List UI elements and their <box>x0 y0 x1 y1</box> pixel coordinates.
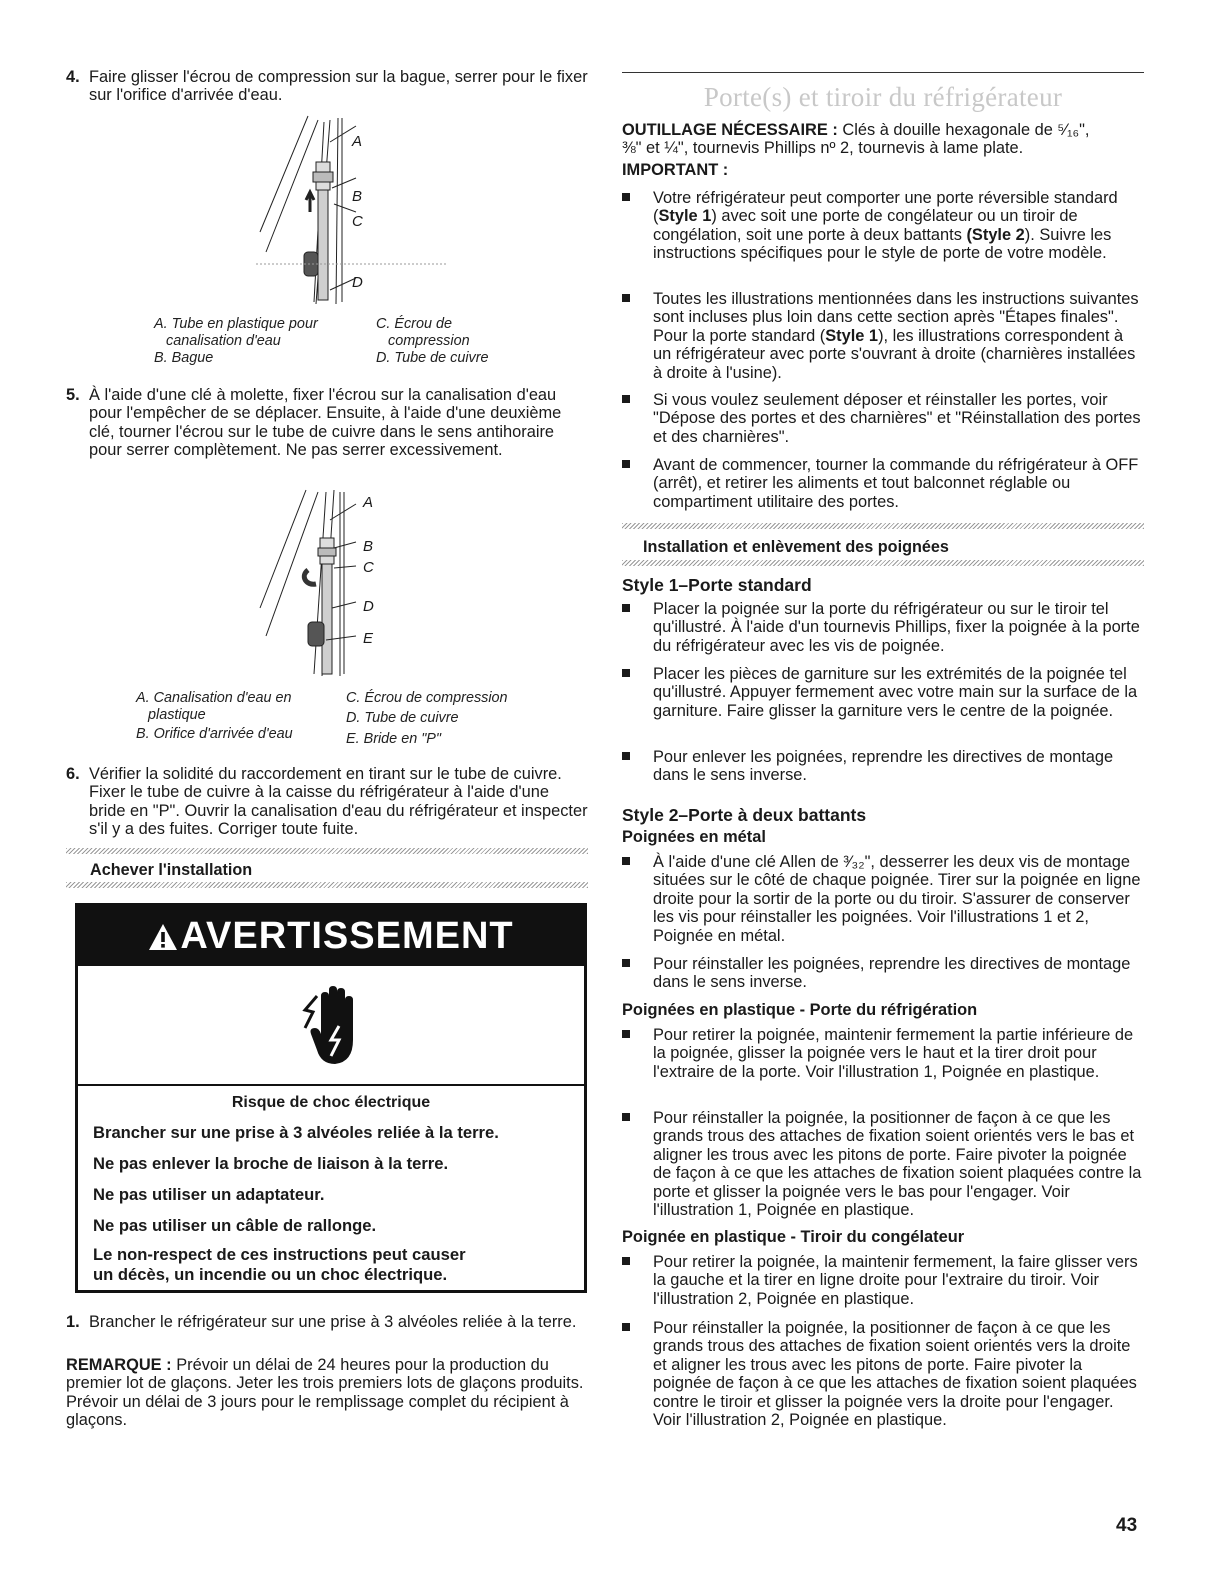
fig2-caption-b: B. Orifice d'arrivée d'eau <box>136 726 293 742</box>
electric-shock-hand-icon <box>303 982 363 1070</box>
warning-title-bar <box>78 906 584 966</box>
step-number: 4. <box>66 68 80 86</box>
step-text: Vérifier la solidité du raccordement en tirant sur le tube de cuivre. Fixer le tube de cuivre à la caisse du réfrigérateur à l'aide d'une bride en "P". Ouvrir la canalisation d'eau du réfrigérateur et inspecter s'il y a des fuites. Corriger toute fuite. <box>89 765 588 839</box>
bullet-square-icon <box>622 669 630 677</box>
bullet-text: Pour enlever les poignées, reprendre les directives de montage dans le sens inverse. <box>653 748 1114 785</box>
fig2-caption-c: C. Écrou de compression <box>346 690 508 706</box>
step-5 <box>66 386 588 460</box>
warning-title: AVERTISSEMENT <box>180 915 514 957</box>
fig1-label-b: B <box>352 188 363 205</box>
bullet-square-icon <box>622 1323 630 1331</box>
bullet-text: ) avec soit une porte de congélateur ou un tiroir de congélation, soit une porte à deux battants <box>653 207 1078 244</box>
warning-line-1: Brancher sur une prise à 3 alvéoles reliée à la terre. <box>93 1123 499 1142</box>
plastic-fridge-heading: Poignées en plastique - Porte du réfrigération <box>622 1001 978 1019</box>
figure-2-water-line-diagram <box>246 486 446 682</box>
bullet-square-icon <box>622 294 630 302</box>
bullet-text: Pour retirer la poignée, la maintenir fermement, la faire glisser vers la gauche et la tirer en ligne droite pour l'extraire du tiroir. Voir l'illustration 2, Poignée en plastique. <box>653 1253 1138 1308</box>
bullet-bold: (Style 2 <box>966 225 1025 244</box>
bullet-text: Placer la poignée sur la porte du réfrigérateur ou sur le tiroir tel qu'illustré. À l'aide d'un tournevis Phillips, fixer la poignée à la porte du réfrigérateur avec les vis de poignée. <box>653 600 1140 655</box>
metal-bullet-2 <box>622 955 1144 992</box>
bullet-square-icon <box>622 1030 630 1038</box>
title-rule <box>622 72 1144 73</box>
fig1-caption-c <box>376 316 470 349</box>
section-divider-bottom <box>66 882 588 888</box>
bullet-square-icon <box>622 604 630 612</box>
plastic-freezer-bullet-1 <box>622 1253 1144 1308</box>
style1-bullet-1 <box>622 600 1144 655</box>
caption-a-line1: A. Tube en plastique pour <box>154 316 318 332</box>
bullet-bold: Style 1 <box>658 207 712 226</box>
warning-line-2: Ne pas enlever la broche de liaison à la terre. <box>93 1154 449 1173</box>
bullet-text: ), les illustrations correspondent à un réfrigérateur avec porte s'ouvrant à droite (charnières installées à droite à l'usine). <box>653 326 1136 382</box>
metal-bullet-1 <box>622 853 1144 945</box>
warning-consequence-1: Le non-respect de ces instructions peut causer <box>93 1245 466 1264</box>
fig2-label-a: A <box>363 494 374 511</box>
fig1-caption-b: B. Bague <box>154 350 214 366</box>
plastic-freezer-heading: Poignée en plastique - Tiroir du congélateur <box>622 1228 965 1246</box>
step-6 <box>66 765 588 839</box>
bullet-square-icon <box>622 1113 630 1121</box>
important-bullet-3 <box>622 391 1144 446</box>
step-text: Faire glisser l'écrou de compression sur la bague, serrer pour le fixer sur l'orifice d'arrivée d'eau. <box>89 68 588 105</box>
tools-paragraph <box>622 121 1144 158</box>
bullet-text: Pour réinstaller la poignée, la positionner de façon à ce que les grands trous des attaches de fixation soient orientés vers la droite et aligner les trous avec les pitons de porte. Faire pivoter la poignée de façon à ce que les attaches de fixation soient plaquées contre le tiroir et glisser la poignée vers la droite pour l'engager. Voir l'illustration 2, Poignée en plastique. <box>653 1319 1137 1430</box>
caption-a-line2: plastique <box>148 706 206 723</box>
bullet-square-icon <box>622 752 630 760</box>
step-text: À l'aide d'une clé à molette, fixer l'écrou sur la canalisation d'eau pour l'empêcher de se déplacer. Ensuite, à l'aide d'une deuxième clé, tourner l'écrou sur le tube de cuivre dans le sens antihoraire pour serrer complètement. Ne pas serrer excessivement. <box>89 386 562 460</box>
fig2-caption-a <box>136 690 292 723</box>
important-bullet-4 <box>622 456 1144 511</box>
important-heading: IMPORTANT : <box>622 161 729 179</box>
bullet-text: Pour réinstaller la poignée, la positionner de façon à ce que les grands trous des attaches de fixation soient orientés vers le bas et aligner les trous avec les pitons de porte. Faire pivoter la poignée de façon à ce que les attaches de fixation soient plaquées contre la porte et glisser la poignée vers le bas pour l'engager. Voir l'illustration 1, Poignée en plastique. <box>653 1109 1142 1220</box>
style1-bullet-3 <box>622 748 1144 785</box>
bullet-square-icon <box>622 857 630 865</box>
important-bullet-1 <box>622 189 1144 263</box>
section-heading-achever: Achever l'installation <box>90 861 253 879</box>
page-title: Porte(s) et tiroir du réfrigérateur <box>703 82 1063 112</box>
remark-paragraph <box>66 1356 588 1430</box>
caption-c-line2: compression <box>388 332 470 349</box>
bullet-square-icon <box>622 395 630 403</box>
plastic-fridge-bullet-2 <box>622 1109 1144 1219</box>
warning-risk: Risque de choc électrique <box>231 1094 431 1111</box>
fig2-caption-e: E. Bride en "P" <box>346 731 442 747</box>
bullet-text: Placer les pièces de garniture sur les extrémités de la poignée tel qu'illustré. Appuyer fermement avec votre main sur la surface de la garniture. Faire glisser la garniture vers le centre de la poignée. <box>653 665 1138 720</box>
step-1 <box>66 1313 588 1331</box>
warning-line-3: Ne pas utiliser un adaptateur. <box>93 1185 325 1204</box>
remark-text: Prévoir un délai de 24 heures pour la production du premier lot de glaçons. Jeter les trois premiers lots de glaçons produits. Prévoir un délai de 3 jours pour le remplissage complet du récipient à glaçons. <box>66 1356 584 1430</box>
page-number: 43 <box>1116 1515 1138 1536</box>
warning-icon-area <box>78 966 584 1086</box>
step-text: Brancher le réfrigérateur sur une prise à 3 alvéoles reliée à la terre. <box>89 1313 577 1331</box>
bullet-text: Votre réfrigérateur peut comporter une porte réversible standard ( <box>653 189 1118 226</box>
caption-a-line2: canalisation d'eau <box>166 332 281 349</box>
warning-line-4: Ne pas utiliser un câble de rallonge. <box>93 1216 377 1235</box>
bullet-text: Pour réinstaller les poignées, reprendre les directives de montage dans le sens inverse. <box>653 955 1131 992</box>
step-4 <box>66 68 588 105</box>
fig1-caption-d: D. Tube de cuivre <box>376 350 489 366</box>
fig2-label-e: E <box>363 630 374 647</box>
bullet-text: Pour retirer la poignée, maintenir fermement la partie inférieure de la poignée, glisser la poignée vers le haut et la tirer droit pour l'extraire de la porte. Voir l'illustration 1, Poignée en plastique. <box>653 1026 1134 1081</box>
bullet-square-icon <box>622 193 630 201</box>
bullet-text: Avant de commencer, tourner la commande du réfrigérateur à OFF (arrêt), et retirer les aliments et tout balconnet réglable ou compartiment utilitaire des portes. <box>653 456 1139 511</box>
bullet-text: Si vous voulez seulement déposer et réinstaller les portes, voir "Dépose des portes et des charnières" et "Réinstallation des portes et des charnières". <box>653 391 1141 446</box>
fig1-caption-a <box>154 316 318 349</box>
fig2-label-d: D <box>363 598 374 615</box>
caption-a-line1: A. Canalisation d'eau en <box>136 690 292 706</box>
style2-heading: Style 2–Porte à deux battants <box>622 805 867 825</box>
warning-consequence-2: un décès, un incendie ou un choc électrique. <box>93 1265 448 1284</box>
tools-label: OUTILLAGE NÉCESSAIRE : <box>622 121 838 139</box>
step-number: 5. <box>66 386 80 404</box>
style1-heading: Style 1–Porte standard <box>622 575 812 595</box>
section-divider-top <box>66 848 588 854</box>
fig2-caption-d: D. Tube de cuivre <box>346 710 459 726</box>
tools-line-2: ⅜" et ¼", tournevis Phillips nº 2, tournevis à lame plate. <box>622 139 1024 158</box>
plastic-freezer-bullet-2 <box>622 1319 1144 1429</box>
caption-c-line1: C. Écrou de <box>376 316 452 332</box>
tools-line-1: Clés à douille hexagonale de ⁵⁄₁₆", <box>837 121 1090 139</box>
style1-bullet-2 <box>622 665 1144 720</box>
step-number: 6. <box>66 765 80 783</box>
warning-box <box>75 903 587 1293</box>
bullet-text: Toutes les illustrations mentionnées dans les instructions suivantes sont incluses plus loin dans cette section après "Étapes finales". Pour la porte standard ( <box>653 290 1139 345</box>
remark-label: REMARQUE : <box>66 1356 172 1374</box>
fig2-label-b: B <box>363 538 374 555</box>
bullet-square-icon <box>622 1257 630 1265</box>
bullet-square-icon <box>622 460 630 468</box>
bullet-bold: Style 1 <box>825 326 879 345</box>
bullet-text: À l'aide d'une clé Allen de ³⁄₃₂", desserrer les deux vis de montage situées sur le côté de chaque poignée. Tirer sur la poignée en ligne droite pour la sortir de la porte ou du tiroir. S'assurer de conserver les vis pour réinstaller les poignées. Voir l'illustrations 1 et 2, Poignée en métal. <box>653 853 1141 945</box>
section-heading-poignees: Installation et enlèvement des poignées <box>643 538 949 556</box>
metal-handles-heading: Poignées en métal <box>622 828 766 846</box>
bullet-square-icon <box>622 959 630 967</box>
step-number: 1. <box>66 1313 80 1331</box>
bullet-text: ). Suivre les instructions spécifiques pour le style de porte de votre modèle. <box>653 225 1112 263</box>
warning-triangle-icon <box>148 923 178 951</box>
section-divider-top <box>622 523 1144 529</box>
important-bullet-2 <box>622 290 1144 382</box>
fig2-label-c: C <box>363 559 374 576</box>
fig1-label-c: C <box>352 213 363 230</box>
plastic-fridge-bullet-1 <box>622 1026 1144 1081</box>
fig1-label-a: A <box>352 133 363 150</box>
fig1-label-d: D <box>352 274 363 291</box>
section-divider-bottom <box>622 560 1144 566</box>
figure-1-water-line-diagram <box>246 112 446 312</box>
